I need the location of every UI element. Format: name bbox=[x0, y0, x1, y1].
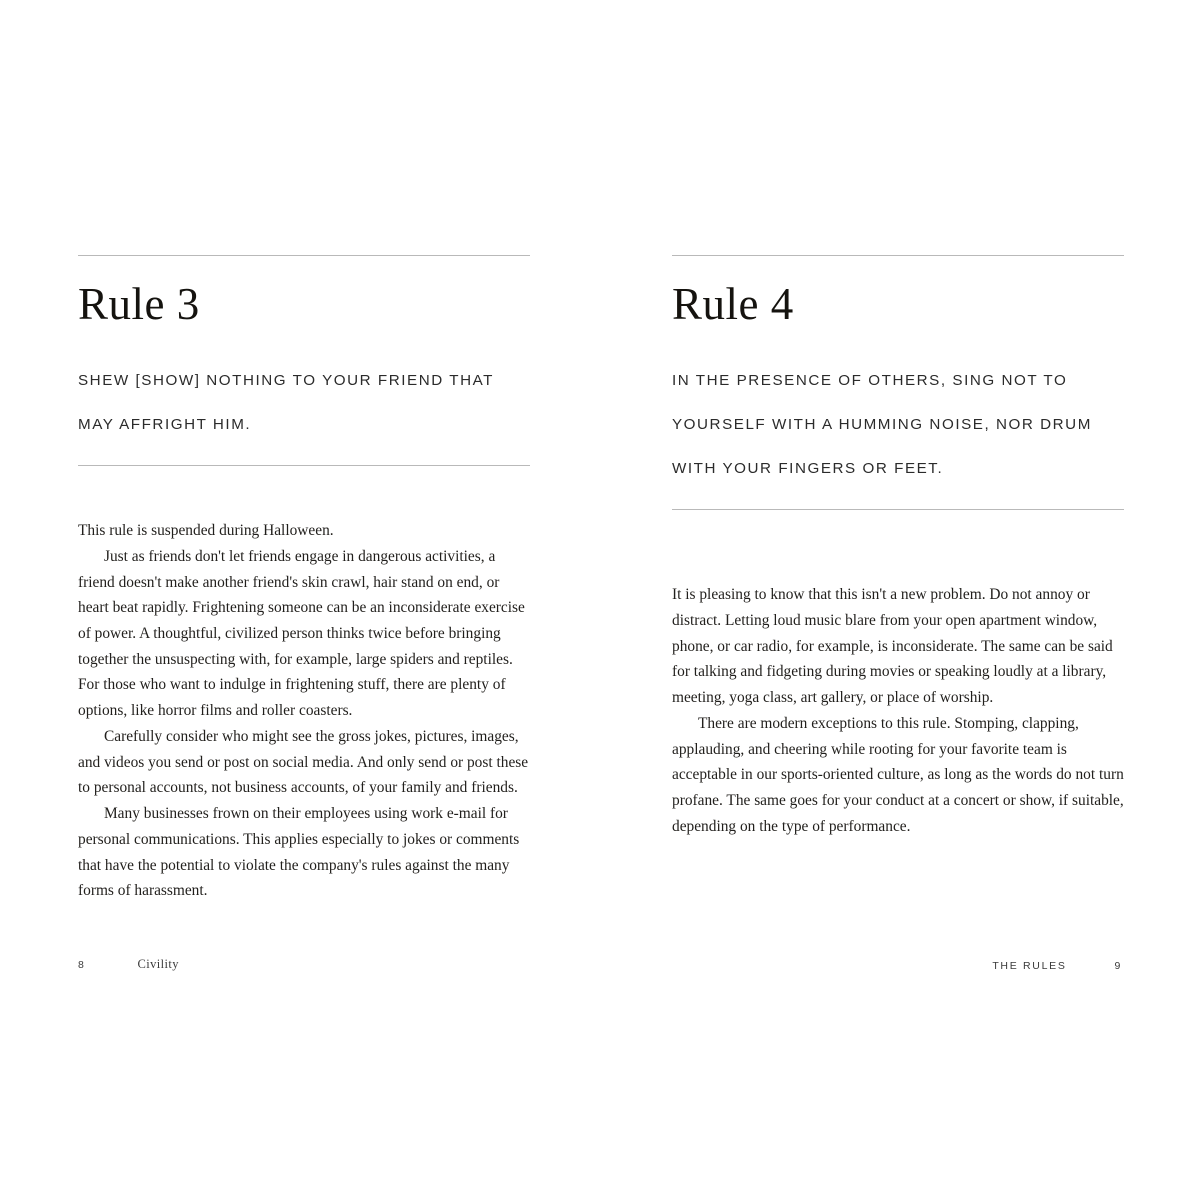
right-running-head: THE RULES bbox=[992, 960, 1067, 972]
paragraph: This rule is suspended during Halloween. bbox=[78, 522, 334, 540]
left-body-text bbox=[78, 518, 530, 904]
rule-divider-bottom-left bbox=[78, 465, 530, 466]
paragraph: There are modern exceptions to this rule. Stomping, clapping, applauding, and cheering while rooting for your favorite team is acceptable in our sports-oriented culture, as long as the words do not turn profane. The same goes for your conduct at a concert or show, if suitable, depending on the type of performance. bbox=[672, 714, 1124, 835]
left-running-head: Civility bbox=[137, 957, 179, 971]
right-page-number: 9 bbox=[1114, 960, 1122, 972]
left-rule-subtitle: SHEW [SHOW] NOTHING TO YOUR FRIEND THAT MAY AFFRIGHT HIM. bbox=[78, 372, 494, 434]
right-rule-title: Rule 4 bbox=[672, 279, 794, 329]
paragraph: Just as friends don't let friends engage in dangerous activities, a friend doesn't make another friend's skin crawl, hair stand on end, or heart beat rapidly. Frightening someone can be an inconsiderate exercise of power. A thoughtful, civilized person thinks twice before bringing together the unsuspecting with, for example, large spiders and reptiles. For those who want to indulge in frightening stuff, there are plenty of options, like horror films and roller coasters. bbox=[78, 547, 525, 720]
rule-divider-top-right bbox=[672, 255, 1124, 256]
rule-divider-bottom-right bbox=[672, 509, 1124, 510]
right-page bbox=[600, 0, 1200, 1200]
right-rule-subtitle: IN THE PRESENCE OF OTHERS, SING NOT TO YOURSELF WITH A HUMMING NOISE, NOR DRUM WITH YOUR FINGERS OR FEET. bbox=[672, 372, 1092, 478]
rule-divider-top-left bbox=[78, 255, 530, 256]
paragraph: It is pleasing to know that this isn't a new problem. Do not annoy or distract. Letting loud music blare from your open apartment window, phone, or car radio, for example, is inconsiderate. The same can be said for talking and fidgeting during movies or speaking loudly at a library, meeting, yoga class, art gallery, or place of worship. bbox=[672, 586, 1113, 707]
paragraph: Many businesses frown on their employees using work e-mail for personal communications. This applies especially to jokes or comments that have the potential to violate the company's rules against the many forms of harassment. bbox=[78, 805, 520, 900]
paragraph: Carefully consider who might see the gross jokes, pictures, images, and videos you send or post on social media. And only send or post these to personal accounts, not business accounts, of your family and friends. bbox=[78, 727, 529, 797]
right-body-text bbox=[672, 582, 1124, 839]
left-rule-title: Rule 3 bbox=[78, 279, 200, 329]
left-folio bbox=[78, 957, 179, 972]
right-folio bbox=[992, 960, 1122, 972]
left-page-number: 8 bbox=[78, 959, 86, 971]
